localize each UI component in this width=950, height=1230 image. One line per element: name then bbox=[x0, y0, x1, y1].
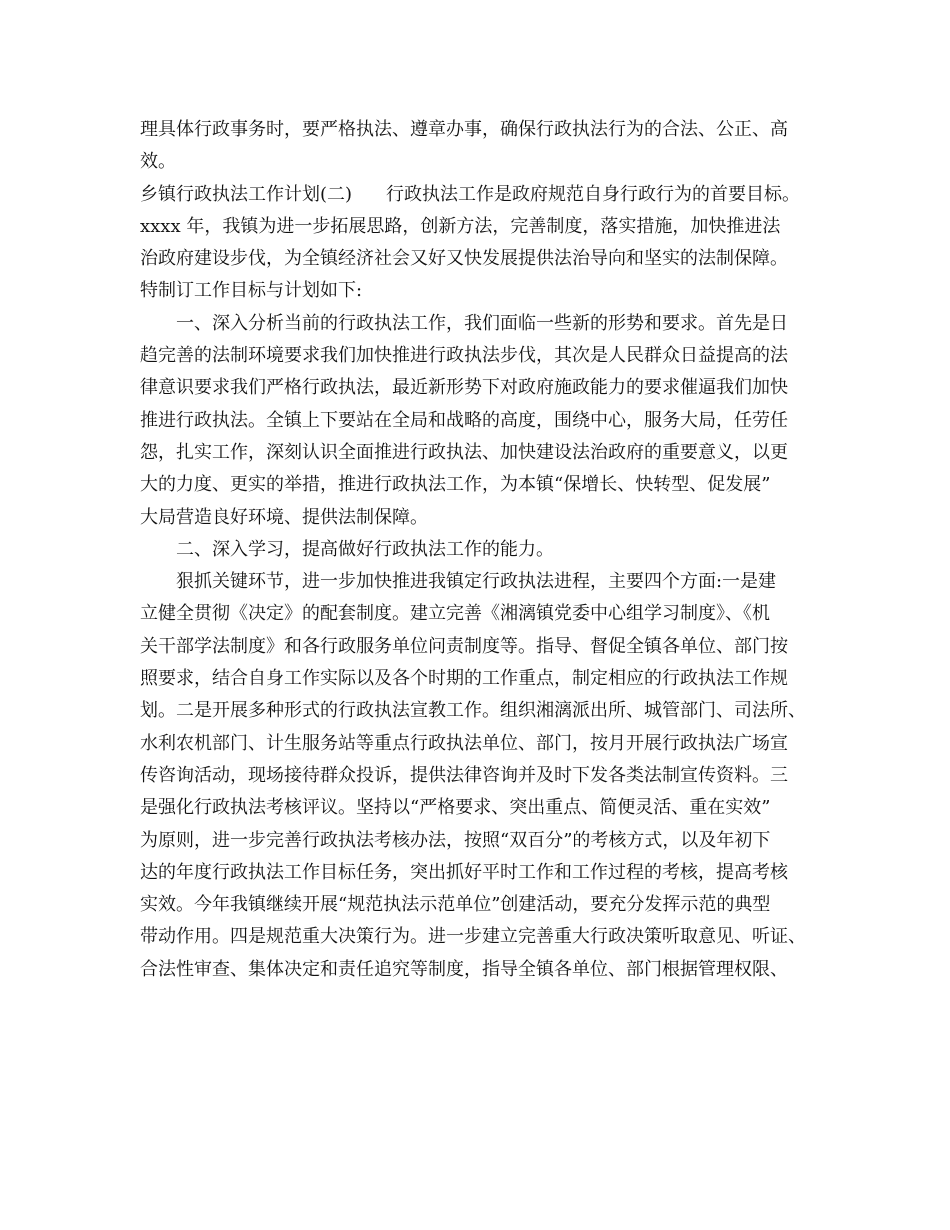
text-line-6: 特制订工作目标与计划如下: bbox=[140, 280, 363, 302]
text-line-4: xxxx 年，我镇为进一步拓展思路，创新方法，完善制度，落实措施，加快推进法 bbox=[140, 215, 781, 237]
text-line-27: 合法性审查、集体决定和责任追究等制度，指导全镇各单位、部门根据管理权限、 bbox=[140, 958, 788, 980]
text-line-19: 划。二是开展多种形式的行政执法宣教工作。组织湘漓派出所、城管部门、司法所、 bbox=[140, 700, 806, 722]
text-line-11: 怨，扎实工作，深刻认识全面推进行政执法、加快建设法治政府的重要意义，以更 bbox=[140, 441, 788, 463]
text-line-8: 趋完善的法制环境要求我们加快推进行政执法步伐，其次是人民群众日益提高的法 bbox=[140, 345, 788, 367]
text-line-23: 为原则，进一步完善行政执法考核办法，按照“双百分”的考核方式，以及年初下 bbox=[140, 829, 771, 851]
section-intro: 行政执法工作是政府规范自身行政行为的首要目标。 bbox=[386, 183, 801, 205]
text-line-1: 理具体行政事务时，要严格执法、遵章办事，确保行政执法行为的合法、公正、高 bbox=[140, 119, 788, 140]
text-line-10: 推进行政执法。全镇上下要站在全局和战略的高度，围绕中心，服务大局，任劳任 bbox=[140, 409, 788, 431]
text-line-20: 水利农机部门、计生服务站等重点行政执法单位、部门，按月开展行政执法广场宣 bbox=[140, 732, 788, 754]
text-line-26: 带动作用。四是规范重大决策行为。进一步建立完善重大行政决策听取意见、听证、 bbox=[140, 926, 806, 948]
document-body bbox=[140, 114, 830, 986]
text-line-3 bbox=[140, 179, 830, 211]
text-line-24: 达的年度行政执法工作目标任务，突出抓好平时工作和工作过程的考核，提高考核 bbox=[140, 861, 788, 883]
text-line-18: 照要求，结合自身工作实际以及各个时期的工作重点，制定相应的行政执法工作规 bbox=[140, 668, 788, 690]
text-line-5: 治政府建设步伐，为全镇经济社会又好又快发展提供法治导向和坚实的法制保障。 bbox=[140, 248, 788, 270]
text-line-22: 是强化行政执法考核评议。坚持以“严格要求、突出重点、简便灵活、重在实效” bbox=[140, 797, 771, 819]
text-line-9: 律意识要求我们严格行政执法，最近新形势下对政府施政能力的要求催逼我们加快 bbox=[140, 377, 788, 399]
text-line-12: 大的力度、更实的举措，推进行政执法工作，为本镇“保增长、快转型、促发展” bbox=[140, 474, 771, 496]
text-line-2: 效。 bbox=[140, 151, 176, 173]
text-line-14: 二、深入学习，提高做好行政执法工作的能力。 bbox=[176, 538, 554, 560]
text-line-16: 立健全贯彻《决定》的配套制度。建立完善《湘漓镇党委中心组学习制度》、《机 bbox=[140, 603, 770, 625]
section-heading: 乡镇行政执法工作计划(二) bbox=[140, 183, 353, 205]
text-line-25: 实效。今年我镇继续开展“规范执法示范单位”创建活动，要充分发挥示范的典型 bbox=[140, 894, 771, 916]
text-line-21: 传咨询活动，现场接待群众投诉，提供法律咨询并及时下发各类法制宣传资料。三 bbox=[140, 764, 788, 786]
text-line-13: 大局营造良好环境、提供法制保障。 bbox=[140, 506, 428, 528]
text-line-7: 一、深入分析当前的行政执法工作，我们面临一些新的形势和要求。首先是日 bbox=[176, 312, 788, 334]
text-line-17: 关干部学法制度》和各行政服务单位问责制度等。指导、督促全镇各单位、部门按 bbox=[140, 635, 788, 657]
text-line-15: 狠抓关键环节，进一步加快推进我镇定行政执法进程，主要四个方面:一是建 bbox=[176, 571, 777, 593]
